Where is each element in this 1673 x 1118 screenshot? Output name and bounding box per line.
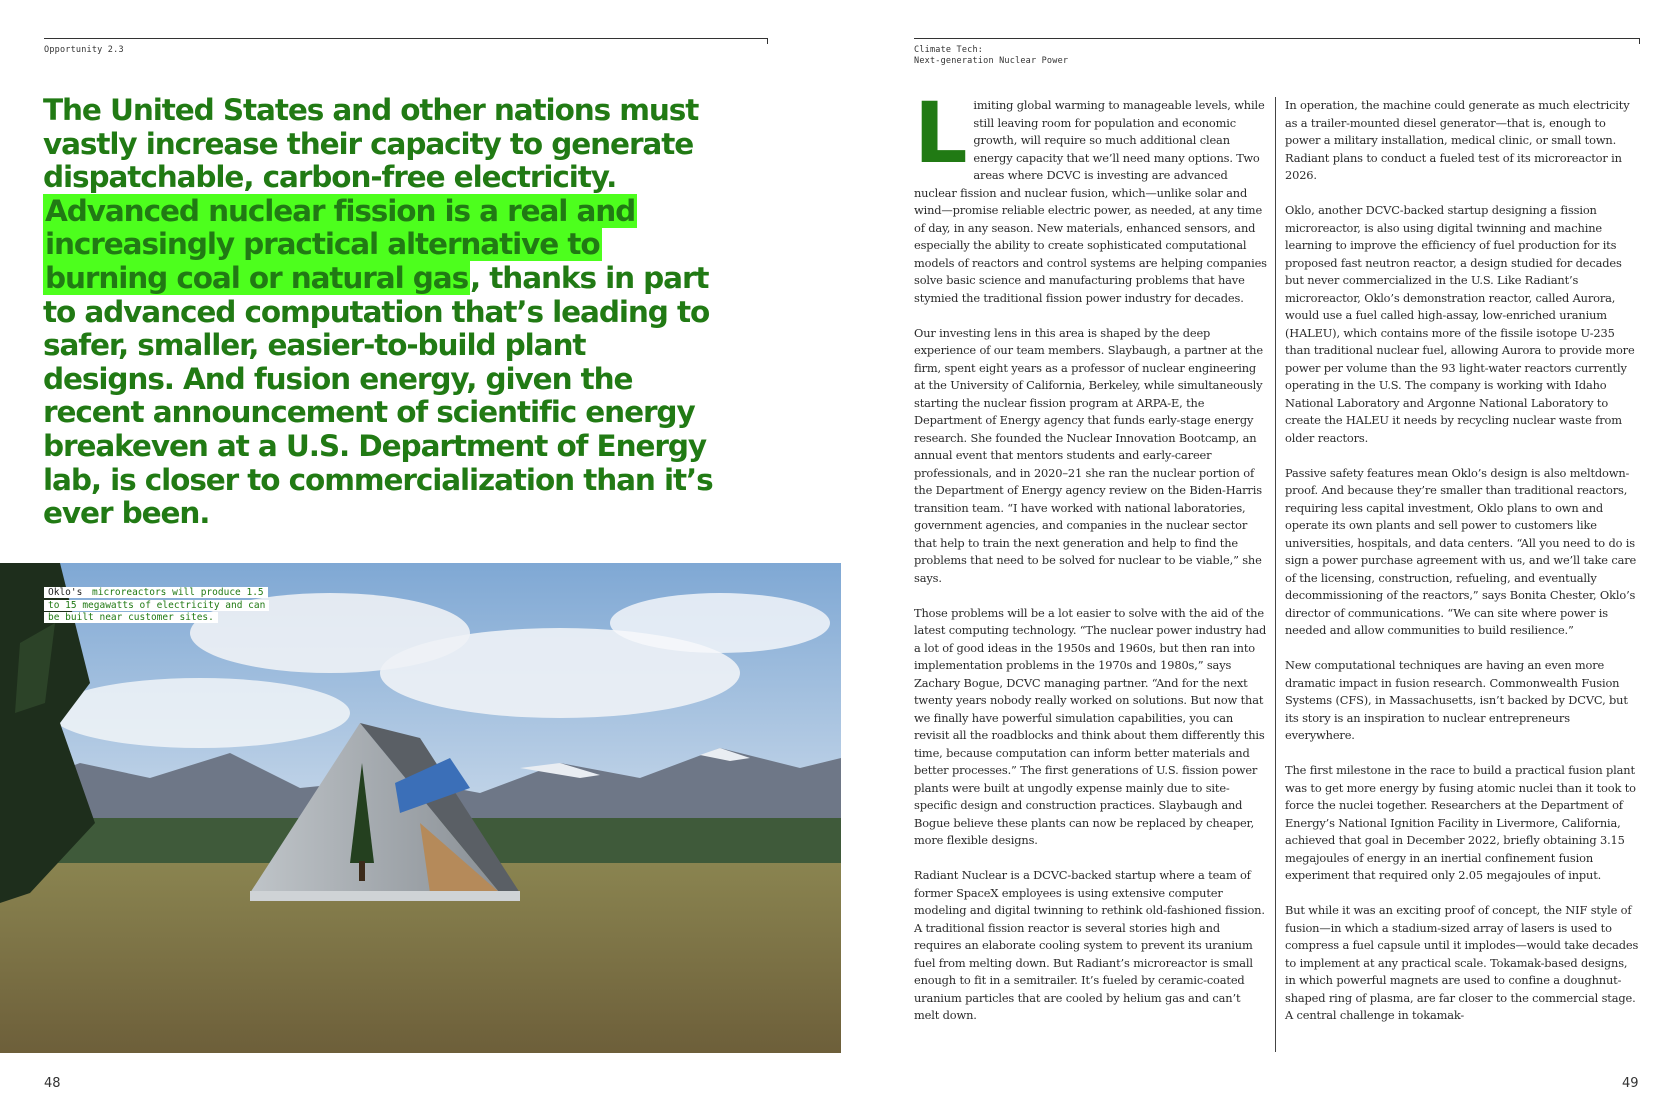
page-number-left: 48	[44, 1076, 61, 1091]
article-column-1	[914, 84, 1269, 1042]
paragraph: Oklo, another DCVC-backed startup designing a fission microreactor, is also using digital twinning and machine learning to improve the efficiency of fuel production for its proposed fast neutron reactor, a design studied for decades but never commercialized in the U.S. Like Radiant’s microreactor, Oklo’s demonstration reactor, called Aurora, would use a fuel called high-assay, low-enriched uranium (HALEU), which contains more of the fissile isotope U-235 than traditional nuclear fuel, allowing Aurora to provide more power per volume than the 93 light-water reactors currently operating in the U.S. The company is working with Idaho National Laboratory and Argonne National Laboratory to create the HALEU it needs by recycling nuclear waste from older reactors.	[1285, 203, 1635, 445]
page-number-right: 49	[1622, 1076, 1639, 1091]
topic-line-1: Climate Tech:	[914, 45, 984, 55]
pull-quote-highlight: Advanced nuclear fission is a real and increasingly practical alternative to burning coal or natural gas	[45, 193, 636, 295]
pull-quote	[43, 94, 723, 531]
topic-line-2: Next-generation Nuclear Power	[914, 56, 1069, 66]
pull-quote-part2: , thanks in part to advanced computation that’s leading to safer, smaller, easier-to-build plant designs. And fusion energy, given the recent announcement of scientific energy breakeven at a U.S. Department of Energy lab, is closer to commercialization than it’s ever been.	[43, 260, 713, 531]
paragraph: imiting global warming to manageable levels, while still leaving room for population and economic growth, will require so much additional clean energy capacity that we’ll need many options. Two areas where DCVC is investing are advanced nuclear fission and nuclear fusion, which—unlike solar and wind—promise reliable electric power, as needed, at any time of day, in any season. New materials, enhanced sensors, and especially the ability to create sophisticated computational models of reactors and control systems are helping companies solve basic science and manufacturing problems that have stymied the traditional fission power industry for decades.	[914, 98, 1267, 305]
top-rule-left	[44, 38, 768, 39]
paragraph: Those problems will be a lot easier to solve with the aid of the latest computing technology. “The nuclear power industry had a lot of good ideas in the 1950s and 1960s, but then ran into implementation problems in the 1970s and 1980s,” says Zachary Bogue, DCVC managing partner. “And for the next twenty years nobody really worked on solutions. But now that we finally have powerful simulation capabilities, you can revisit all the roadblocks and think about them differently this time, because computation can inform better materials and better processes.” The first generations of U.S. fission power plants were built at ungodly expense mainly due to site-specific design and construction practices. Slaybaugh and Bogue believe these plants can now be replaced by cheaper, more flexible designs.	[914, 605, 1267, 847]
paragraph: Radiant Nuclear is a DCVC-backed startup where a team of former SpaceX employees is using extensive computer modeling and digital twinning to rethink old-fashioned fission. A traditional fission reactor is several stories high and requires an elaborate cooling system to prevent its uranium fuel from melting down. But Radiant’s microreactor is small enough to fit in a semitrailer. It’s fueled by ceramic-coated uranium particles that are cooled by helium gas and can’t melt down.	[914, 868, 1265, 1022]
section-label: Opportunity 2.3	[44, 45, 124, 55]
reactor-photo	[0, 563, 841, 1053]
pull-quote-part1: The United States and other nations must vastly increase their capacity to generate dispatchable, carbon-free electricity.	[43, 93, 699, 195]
caption-lead: Oklo's	[48, 587, 83, 598]
photo-caption	[44, 587, 274, 625]
paragraph: In operation, the machine could generate as much electricity as a trailer-mounted diesel generator—that is, enough to power a military installation, medical clinic, or small town. Radiant plans to conduct a fueled test of its microreactor in 2026.	[1285, 98, 1630, 182]
caption-text: microreactors will produce 1.5 to 15 megawatts of electricity and can be built near customer sites.	[48, 587, 266, 623]
paragraph: New computational techniques are having an even more dramatic impact in fusion research. Commonwealth Fusion Systems (CFS), in Massachusetts, isn’t backed by DCVC, but its story is an inspiration to nuclear entrepreneurs everywhere.	[1285, 658, 1628, 742]
paragraph: Passive safety features mean Oklo’s design is also meltdown-proof. And because they’re smaller than traditional reactors, requiring less capital investment, Oklo plans to own and operate its own plants and sell power to customers like universities, hospitals, and data centers. “All you need to do is sign a power purchase agreement with us, and we’ll take care of the licensing, construction, refueling, and eventually decommissioning of the reactors,” says Bonita Chester, Oklo’s director of communications. “We can site where power is needed and allow communities to build resilience.”	[1285, 465, 1637, 637]
article-column-2	[1285, 97, 1640, 1042]
column-divider	[1275, 97, 1276, 1052]
paragraph: The first milestone in the race to build a practical fusion plant was to get more energy by fusing atomic nuclei than it took to force the nuclei together. Researchers at the Department of Energy’s National Ignition Facility in Livermore, California, achieved that goal in December 2022, briefly obtaining 3.15 megajoules of energy in an inertial confinement fusion experiment that required only 2.05 megajoules of input.	[1285, 763, 1636, 882]
paragraph: Our investing lens in this area is shaped by the deep experience of our team members. Slaybaugh, a partner at the firm, spent eight years as a professor of nuclear engineering at the University of California, Berkeley, while simultaneously starting the nuclear fission program at ARPA-E, the Department of Energy agency that funds early-stage energy research. She founded the Nuclear Innovation Bootcamp, an annual event that mentors students and early-career professionals, and in 2020–21 she ran the nuclear portion of the Department of Energy agency review on the Biden-Harris transition team. “I have worked with national laboratories, government agencies, and companies in the nuclear sector that help to train the next generation and help to find the problems that need to be solved for nuclear to be viable,” she says.	[914, 325, 1263, 585]
paragraph: But while it was an exciting proof of concept, the NIF style of fusion—in which a stadium-sized array of lasers is used to compress a fuel capsule until it implodes—would take decades to implement at any practical scale. Tokamak-based designs, in which powerful magnets are used to confine a doughnut-shaped ring of plasma, are far closer to the commercial stage. A central challenge in tokamak-	[1285, 903, 1639, 1022]
drop-cap: L	[914, 84, 968, 182]
topic-label	[914, 45, 1068, 67]
top-rule-right	[914, 38, 1640, 39]
